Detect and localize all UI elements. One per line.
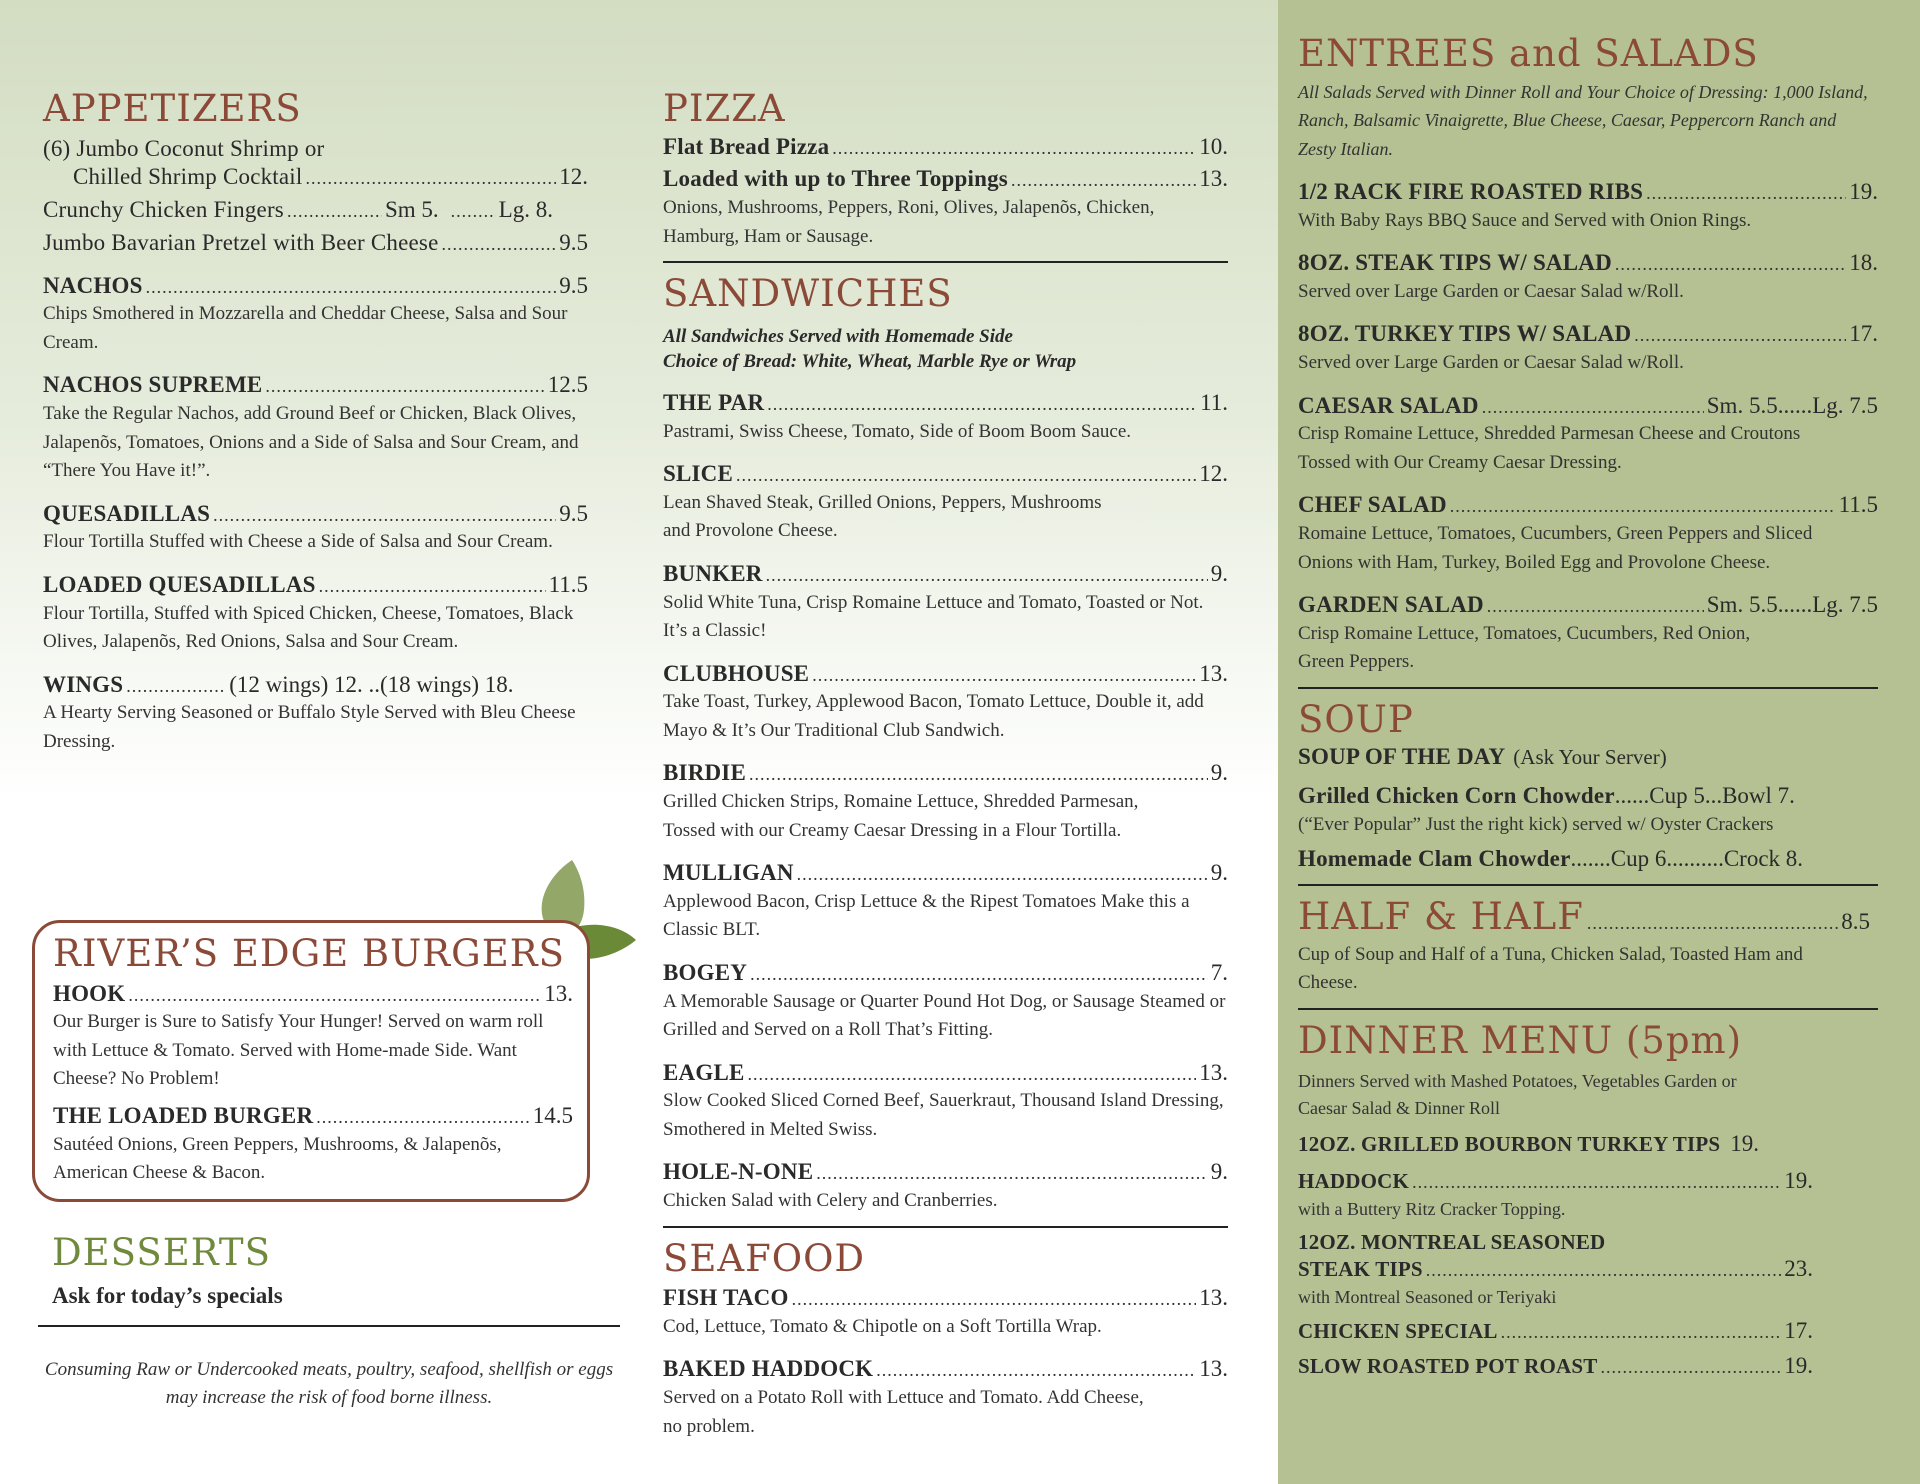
desserts-note: Ask for today’s specials bbox=[52, 1282, 283, 1308]
item-desc: Cup of Soup and Half of a Tuna, Chicken Salad, Toasted Ham and Cheese. bbox=[1298, 943, 1803, 994]
menu-item bbox=[1298, 249, 1878, 306]
item-price: 11.5 bbox=[1838, 492, 1878, 518]
menu-item bbox=[1298, 591, 1878, 677]
item-price: 9.5 bbox=[559, 500, 588, 526]
entrees-note: All Salads Served with Dinner Roll and Your Choice of Dressing: 1,000 Island, Ranch, Balsamic Vinaigrette, Blue Cheese, Caesar, Peppercorn Ranch and Zesty Italian. bbox=[1298, 81, 1868, 160]
item-price: 13. bbox=[1199, 1285, 1228, 1311]
sandwiches-note: All Sandwiches Served with Homemade Side bbox=[663, 325, 1013, 347]
item-desc: Our Burger is Sure to Satisfy Your Hunger! Served on warm roll with Lettuce & Tomato. Served with Home-made Side. Want Cheese? No Problem! bbox=[53, 1011, 544, 1090]
item-desc: (“Ever Popular” Just the right kick) served w/ Oyster Crackers bbox=[1298, 813, 1774, 835]
menu-item bbox=[1298, 392, 1878, 478]
item-price: Sm. 5.5......Lg. 7.5 bbox=[1706, 392, 1878, 418]
item-desc: Chips Smothered in Mozzarella and Cheddar Cheese, Salsa and Sour Cream. bbox=[43, 303, 568, 353]
item-name: NACHOS bbox=[43, 272, 143, 298]
item-price: 14.5 bbox=[532, 1102, 573, 1128]
column-pizza-sandwiches bbox=[663, 88, 1228, 1441]
menu-item bbox=[663, 859, 1228, 945]
item-price: 11.5 bbox=[548, 571, 588, 597]
item-name: CHICKEN SPECIAL bbox=[1298, 1318, 1498, 1343]
menu-item bbox=[663, 660, 1228, 746]
item-note: (Ask Your Server) bbox=[1513, 745, 1667, 770]
item-desc: Lean Shaved Steak, Grilled Onions, Peppers, Mushrooms and Provolone Cheese. bbox=[663, 491, 1102, 542]
item-name: CAESAR SALAD bbox=[1298, 392, 1479, 418]
item-price: 12. bbox=[559, 164, 588, 190]
item-price: 13. bbox=[1199, 166, 1228, 192]
item-name: Chilled Shrimp Cocktail bbox=[73, 164, 303, 190]
item-name: HOLE-N-ONE bbox=[663, 1159, 814, 1185]
item-name: CLUBHOUSE bbox=[663, 660, 810, 686]
menu-item bbox=[663, 1284, 1228, 1341]
item-name: BAKED HADDOCK bbox=[663, 1356, 874, 1382]
item-name: BOGEY bbox=[663, 959, 748, 985]
dinner-title: DINNER MENU (5pm) bbox=[1298, 1018, 1743, 1062]
item-name: FISH TACO bbox=[663, 1285, 789, 1311]
item-name: Jumbo Bavarian Pretzel with Beer Cheese bbox=[43, 229, 439, 255]
item-desc: Chicken Salad with Celery and Cranberries. bbox=[663, 1190, 998, 1212]
dinner-note: Dinners Served with Mashed Potatoes, Vegetables Garden or Caesar Salad & Dinner Roll bbox=[1298, 1071, 1737, 1119]
sandwiches-note: Choice of Bread: White, Wheat, Marble Rye or Wrap bbox=[663, 351, 1077, 373]
item-desc: Solid White Tuna, Crisp Romaine Lettuce and Tomato, Toasted or Not. It’s a Classic! bbox=[663, 591, 1204, 642]
item-price: 17. bbox=[1784, 1317, 1813, 1343]
item-price: 9.5 bbox=[559, 229, 588, 255]
item-name: 1/2 RACK FIRE ROASTED RIBS bbox=[1298, 178, 1644, 204]
item-price: 13. bbox=[544, 980, 573, 1006]
item-name: WINGS bbox=[43, 671, 124, 697]
column-entrees bbox=[1298, 33, 1878, 1380]
burgers-title: RIVER’S EDGE BURGERS bbox=[53, 932, 565, 975]
item-desc: Slow Cooked Sliced Corned Beef, Sauerkraut, Thousand Island Dressing, Smothered in Melted Swiss. bbox=[663, 1090, 1224, 1140]
item-name: Grilled Chicken Corn Chowder bbox=[1298, 783, 1615, 809]
menu-item bbox=[43, 371, 588, 485]
menu-item bbox=[663, 1355, 1228, 1441]
item-price: 9. bbox=[1210, 760, 1228, 786]
menu-item bbox=[663, 759, 1228, 845]
item-name: NACHOS SUPREME bbox=[43, 372, 263, 398]
item-name: SLOW ROASTED POT ROAST bbox=[1298, 1353, 1598, 1378]
divider bbox=[663, 1226, 1228, 1228]
item-price: 13. bbox=[1199, 1059, 1228, 1085]
item-price: 9. bbox=[1210, 860, 1228, 886]
item-name: Loaded with up to Three Toppings bbox=[663, 166, 1008, 192]
item-name: Homemade Clam Chowder bbox=[1298, 846, 1571, 872]
item-price: 17. bbox=[1849, 321, 1878, 347]
item-name: HADDOCK bbox=[1298, 1169, 1410, 1194]
item-name: EAGLE bbox=[663, 1059, 745, 1085]
item-price: 9. bbox=[1210, 560, 1228, 586]
menu-item bbox=[1298, 178, 1878, 235]
menu-item bbox=[663, 389, 1228, 446]
item-name: LOADED QUESADILLAS bbox=[43, 571, 316, 597]
item-name: (6) Jumbo Coconut Shrimp or bbox=[43, 135, 325, 161]
item-desc: A Memorable Sausage or Quarter Pound Hot Dog, or Sausage Steamed or Grilled and Served on a Roll That’s Fitting. bbox=[663, 990, 1226, 1041]
item-price: 19. bbox=[1784, 1352, 1813, 1378]
desserts-section bbox=[52, 1232, 592, 1309]
item-name: HOOK bbox=[53, 980, 126, 1006]
shrimp-item bbox=[43, 135, 588, 193]
item-desc: Take Toast, Turkey, Applewood Bacon, Tomato Lettuce, Double it, add Mayo & It’s Our Traditional Club Sandwich. bbox=[663, 691, 1204, 741]
item-name: 8OZ. STEAK TIPS W/ SALAD bbox=[1298, 250, 1612, 276]
item-name: STEAK TIPS bbox=[1298, 1257, 1423, 1282]
item-name: THE PAR bbox=[663, 389, 765, 415]
item-desc: Applewood Bacon, Crisp Lettuce & the Ripest Tomatoes Make this a Classic BLT. bbox=[663, 890, 1190, 941]
menu-item bbox=[663, 1059, 1228, 1145]
item-name: SOUP OF THE DAY bbox=[1298, 744, 1506, 770]
menu-item bbox=[663, 560, 1228, 646]
menu-item bbox=[43, 272, 588, 358]
divider bbox=[1298, 1008, 1878, 1010]
seafood-title: SEAFOOD bbox=[663, 1236, 866, 1280]
item-name: Flat Bread Pizza bbox=[663, 133, 830, 159]
sandwiches-title: SANDWICHES bbox=[663, 272, 953, 316]
item-price: Sm. 5.5......Lg. 7.5 bbox=[1706, 592, 1878, 618]
item-desc: Flour Tortilla Stuffed with Cheese a Side of Salsa and Sour Cream. bbox=[43, 531, 553, 553]
item-name: Crunchy Chicken Fingers bbox=[43, 197, 284, 223]
item-price: ......Cup 5...Bowl 7. bbox=[1614, 783, 1795, 809]
pretzel-item bbox=[43, 229, 588, 258]
item-desc: Romaine Lettuce, Tomatoes, Cucumbers, Green Peppers and Sliced Onions with Ham, Turkey, Boiled Egg and Provolone Cheese. bbox=[1298, 523, 1813, 573]
item-price: 12.5 bbox=[547, 372, 588, 398]
item-desc: With Baby Rays BBQ Sauce and Served with Onion Rings. bbox=[1298, 209, 1752, 231]
item-desc: Sautéed Onions, Green Peppers, Mushrooms, & Jalapenõs, American Cheese & Bacon. bbox=[53, 1133, 502, 1184]
item-price: 12. bbox=[1199, 461, 1228, 487]
disclaimer: Consuming Raw or Undercooked meats, poultry, seafood, shellfish or eggs may increase the risk of food borne illness. bbox=[44, 1359, 614, 1408]
item-price: .......Cup 6..........Crock 8. bbox=[1570, 846, 1804, 872]
item-name: SLICE bbox=[663, 461, 734, 487]
item-desc: Onions, Mushrooms, Peppers, Roni, Olives, Jalapenõs, Chicken, Hamburg, Ham or Sausage. bbox=[663, 197, 1155, 247]
item-desc: Crisp Romaine Lettuce, Tomatoes, Cucumbers, Red Onion, Green Peppers. bbox=[1298, 622, 1751, 673]
item-name: BUNKER bbox=[663, 560, 763, 586]
appetizers-title: APPETIZERS bbox=[43, 87, 302, 130]
burgers-section bbox=[32, 920, 590, 1202]
item-desc: Pastrami, Swiss Cheese, Tomato, Side of Boom Boom Sauce. bbox=[663, 420, 1132, 442]
divider bbox=[1298, 884, 1878, 886]
item-name: 8OZ. TURKEY TIPS W/ SALAD bbox=[1298, 321, 1632, 347]
divider bbox=[1298, 687, 1878, 689]
item-desc: Take the Regular Nachos, add Ground Beef or Chicken, Black Olives, Jalapenõs, Tomatoes, Onions and a Side of Salsa and Sour Cream, and “There You Have it!”. bbox=[43, 403, 579, 482]
item-desc: Served over Large Garden or Caesar Salad w/Roll. bbox=[1298, 280, 1684, 302]
item-desc: with Montreal Seasoned or Teriyaki bbox=[1298, 1286, 1557, 1307]
item-price: 19. bbox=[1730, 1131, 1759, 1157]
item-price: 10. bbox=[1199, 133, 1228, 159]
item-desc: Served over Large Garden or Caesar Salad w/Roll. bbox=[1298, 352, 1684, 374]
item-price: 19. bbox=[1849, 178, 1878, 204]
item-desc: Served on a Potato Roll with Lettuce and Tomato. Add Cheese, no problem. bbox=[663, 1387, 1144, 1437]
item-desc: Grilled Chicken Strips, Romaine Lettuce, Shredded Parmesan, Tossed with our Creamy Caesar Dressing in a Flour Tortilla. bbox=[663, 791, 1139, 841]
item-desc: with a Buttery Ritz Cracker Topping. bbox=[1298, 1198, 1566, 1219]
item-name: THE LOADED BURGER bbox=[53, 1102, 314, 1128]
item-price: 18. bbox=[1849, 250, 1878, 276]
half-title: HALF & HALF bbox=[1298, 895, 1584, 939]
item-price: 11. bbox=[1200, 389, 1228, 415]
item-price: 19. bbox=[1784, 1168, 1813, 1194]
entrees-title: ENTREES and SALADS bbox=[1298, 32, 1759, 75]
item-name: QUESADILLAS bbox=[43, 500, 211, 526]
divider bbox=[38, 1325, 620, 1327]
item-name: GARDEN SALAD bbox=[1298, 592, 1484, 618]
item-name: BIRDIE bbox=[663, 760, 747, 786]
item-desc: Flour Tortilla, Stuffed with Spiced Chicken, Cheese, Tomatoes, Black Olives, Jalapenõs, Red Onions, Salsa and Sour Cream. bbox=[43, 602, 574, 653]
soup-title: SOUP bbox=[1298, 697, 1414, 741]
item-desc: Cod, Lettuce, Tomato & Chipotle on a Soft Tortilla Wrap. bbox=[663, 1315, 1102, 1337]
item-price: Sm 5. bbox=[384, 197, 439, 223]
menu-item bbox=[663, 460, 1228, 546]
item-desc: A Hearty Serving Seasoned or Buffalo Style Served with Bleu Cheese Dressing. bbox=[43, 702, 576, 752]
menu-item bbox=[1298, 320, 1878, 377]
item-price: 9.5 bbox=[559, 272, 588, 298]
item-name: CHEF SALAD bbox=[1298, 492, 1447, 518]
wings-item bbox=[43, 671, 588, 757]
divider bbox=[663, 261, 1228, 263]
column-appetizers bbox=[43, 88, 588, 756]
menu-item bbox=[53, 1102, 573, 1188]
pizza-title: PIZZA bbox=[663, 87, 786, 130]
item-price: 23. bbox=[1784, 1256, 1813, 1282]
fingers-item bbox=[43, 196, 588, 225]
item-desc: Crisp Romaine Lettuce, Shredded Parmesan Cheese and Croutons Tossed with Our Creamy Caesar Dressing. bbox=[1298, 423, 1801, 473]
menu-item bbox=[53, 980, 573, 1094]
menu-item bbox=[663, 959, 1228, 1045]
item-price: 13. bbox=[1199, 660, 1228, 686]
item-price: 8.5 bbox=[1841, 909, 1870, 935]
item-price: Lg. 8. bbox=[498, 197, 553, 223]
item-price: 13. bbox=[1199, 1356, 1228, 1382]
item-name: 12OZ. MONTREAL SEASONED bbox=[1298, 1229, 1606, 1254]
item-price: (12 wings) 12. ..(18 wings) 18. bbox=[229, 671, 514, 697]
item-name: MULLIGAN bbox=[663, 860, 794, 886]
menu-item bbox=[43, 500, 588, 557]
menu-item bbox=[663, 1158, 1228, 1215]
item-name: 12OZ. GRILLED BOURBON TURKEY TIPS bbox=[1298, 1132, 1721, 1157]
item-price: 7. bbox=[1210, 959, 1228, 985]
desserts-title: DESSERTS bbox=[52, 1231, 271, 1274]
menu-item bbox=[43, 571, 588, 657]
menu-item bbox=[1298, 491, 1878, 577]
item-price: 9. bbox=[1210, 1159, 1228, 1185]
